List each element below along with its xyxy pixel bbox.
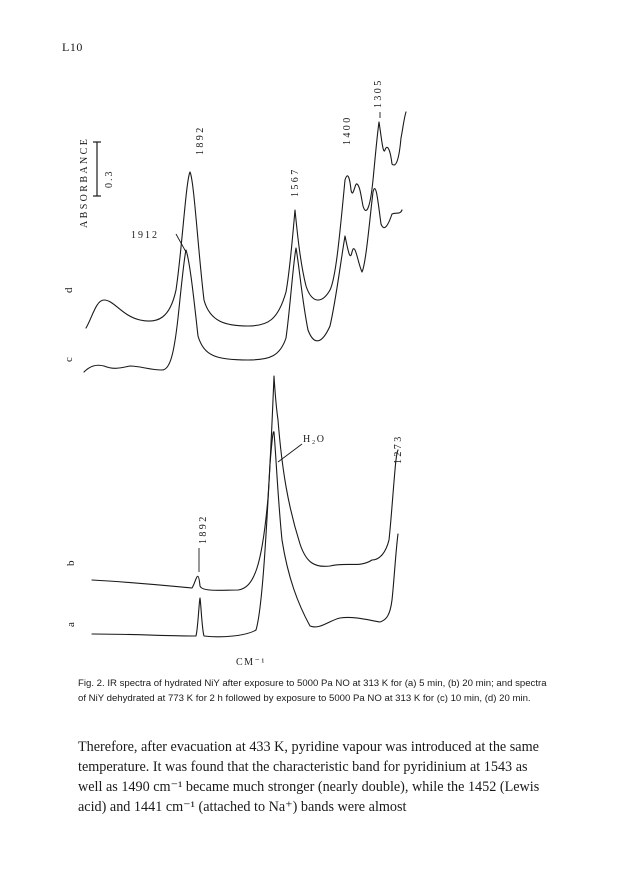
trace-label-d: d <box>63 287 75 293</box>
peak-label-1892-top: 1892 <box>195 125 206 155</box>
peak-label-1892-bottom: 1892 <box>198 514 209 544</box>
spectrum-trace-b <box>92 376 398 590</box>
peak-label-1273: 1273 <box>393 434 404 464</box>
peak-label-1400: 1400 <box>342 115 353 145</box>
body-paragraph: Therefore, after evacuation at 433 K, pyridine vapour was introduced at the same temperature. It was found that the characteristic band for pyridinium at 1543 as well as 1490 cm⁻¹ became much stronger (nearly double), while the 1452 (Lewis acid) and 1441 cm⁻¹ (attached to Na⁺) bands were almost <box>78 739 540 815</box>
spectrum-trace-a <box>92 432 398 637</box>
figure-caption: Fig. 2. IR spectra of hydrated NiY after exposure to 5000 Pa NO at 313 K for (a) 5 min, (b) 20 min; and spectra of NiY dehydrated at 773 K for 2 h followed by exposure to 5000 Pa NO at 313 K for (c) 10 min, (d) 20 min. <box>78 678 547 704</box>
page-number: L10 <box>62 40 83 54</box>
trace-label-b: b <box>65 560 77 566</box>
peak-label-h2o: H₂O <box>303 434 326 445</box>
spectrum-trace-d <box>86 112 406 328</box>
trace-label-a: a <box>65 622 77 627</box>
peak-label-1912: 1912 <box>131 230 159 241</box>
spectrum-trace-c <box>84 189 402 372</box>
absorbance-label: ABSORBANCE <box>79 136 90 228</box>
scale-bar-label: 0.3 <box>104 169 115 188</box>
peak-label-1305: 1305 <box>373 78 384 108</box>
trace-label-c: c <box>63 357 75 362</box>
peak-label-1567: 1567 <box>290 167 301 197</box>
scale-bar <box>93 142 101 196</box>
x-axis-unit: CM⁻¹ <box>236 657 266 668</box>
